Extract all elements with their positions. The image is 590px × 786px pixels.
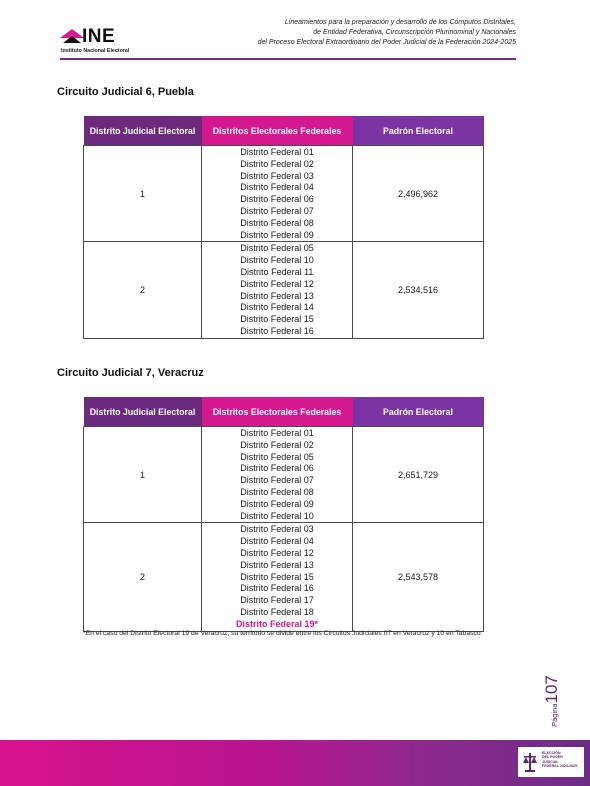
federal-district: Distrito Federal 03 [240,170,314,181]
header-title [196,18,516,48]
federal-district: Distrito Federal 03 [240,524,314,535]
federal-district: Distrito Federal 04 [240,182,314,193]
column-header: Padrón Electoral [353,397,484,427]
logo-text: INE [82,26,116,47]
federal-district: Distrito Federal 13 [240,559,314,570]
federal-district: Distrito Federal 07 [240,205,314,216]
page-number [542,673,572,733]
federal-district: Distrito Federal 06 [240,194,314,205]
padron-value: 2,543,578 [353,523,484,631]
header-line: de Entidad Federativa, Circunscripción Plurinominal y Nacionales [313,29,516,36]
padron-value: 2,651,729 [353,427,484,523]
scales-of-justice-icon [522,751,538,773]
district-table [83,116,484,339]
federal-district: Distrito Federal 10 [240,255,314,266]
federal-district: Distrito Federal 14 [240,302,314,313]
section-title: Circuito Judicial 6, Puebla [57,86,194,98]
section-title: Circuito Judicial 7, Veracruz [57,367,204,379]
page-number-value: 107 [541,675,561,704]
federal-district: Distrito Federal 17 [240,595,314,606]
election-logo-line: ELECCIÓN [542,751,561,755]
district-number: 1 [84,146,202,242]
padron-value: 2,534,516 [353,242,484,338]
election-logo-line: DEL PODER [542,755,563,760]
logo-subtitle: Instituto Nacional Electoral [61,48,130,54]
federal-district: Distrito Federal 07 [240,475,314,486]
page-label: Página [549,703,559,727]
federal-district: Distrito Federal 04 [240,536,314,547]
header-line: Lineamientos para la preparación y desarrollo de los Cómputos Distritales, [284,19,516,26]
district-number: 1 [84,427,202,523]
federal-district: Distrito Federal 10 [240,510,314,521]
federal-district: Distrito Federal 13 [240,290,314,301]
federal-district: Distrito Federal 02 [240,158,314,169]
column-header: Distritos Electorales Federales [202,116,353,146]
federal-district: Distrito Federal 01 [240,428,314,438]
federal-district: Distrito Federal 15 [240,314,314,325]
table-header-row [84,116,484,146]
header-line: del Proceso Electoral Extraordinario del Poder Judicial de la Federación 2024-2025 [257,39,516,46]
federal-district: Distrito Federal 02 [240,439,314,450]
column-header: Distrito Judicial Electoral [84,397,202,427]
table-row [84,146,484,242]
federal-district: Distrito Federal 16 [240,325,314,336]
federal-district: Distrito Federal 11 [240,266,314,277]
table-header-row [84,397,484,427]
footnote: *En el caso del Distrito Electoral 19 de Veracruz, su territorio se divide entre los Circuitos Judiciales 07 en Veracruz y 10 en Tabasco. [83,630,483,637]
district-number: 2 [84,242,202,338]
district-table [83,397,484,632]
federal-district-list [202,427,353,523]
federal-district: Distrito Federal 05 [240,243,314,254]
ine-logo-mark-icon [60,29,84,43]
election-logo-line: FEDERAL 2024-2025 [542,763,578,768]
federal-district-list [202,146,353,242]
election-logo [518,747,584,777]
table-row [84,242,484,338]
header-divider [60,58,516,60]
federal-district: Distrito Federal 06 [240,463,314,474]
federal-district: Distrito Federal 01 [240,147,314,157]
table-row [84,523,484,631]
federal-district: Distrito Federal 08 [240,486,314,497]
padron-value: 2,496,962 [353,146,484,242]
federal-district: Distrito Federal 16 [240,583,314,594]
federal-district: Distrito Federal 15 [240,571,314,582]
election-logo-line: JUDICIAL [542,759,559,764]
federal-district-list [202,523,353,631]
table-row [84,427,484,523]
federal-district-list [202,242,353,338]
document-header [60,14,516,58]
federal-district: Distrito Federal 18 [240,606,314,617]
federal-district: Distrito Federal 12 [240,547,314,558]
column-header: Padrón Electoral [353,116,484,146]
ine-logo [60,26,150,56]
federal-district: Distrito Federal 12 [240,278,314,289]
federal-district: Distrito Federal 05 [240,451,314,462]
footer-gradient-bar [0,740,590,786]
column-header: Distrito Judicial Electoral [84,116,202,146]
election-logo-text [542,751,582,768]
federal-district: Distrito Federal 08 [240,217,314,228]
federal-district: Distrito Federal 09 [240,498,314,509]
column-header: Distritos Electorales Federales [202,397,353,427]
district-number: 2 [84,523,202,631]
federal-district-highlighted: Distrito Federal 19* [235,618,319,629]
federal-district: Distrito Federal 09 [240,229,314,240]
